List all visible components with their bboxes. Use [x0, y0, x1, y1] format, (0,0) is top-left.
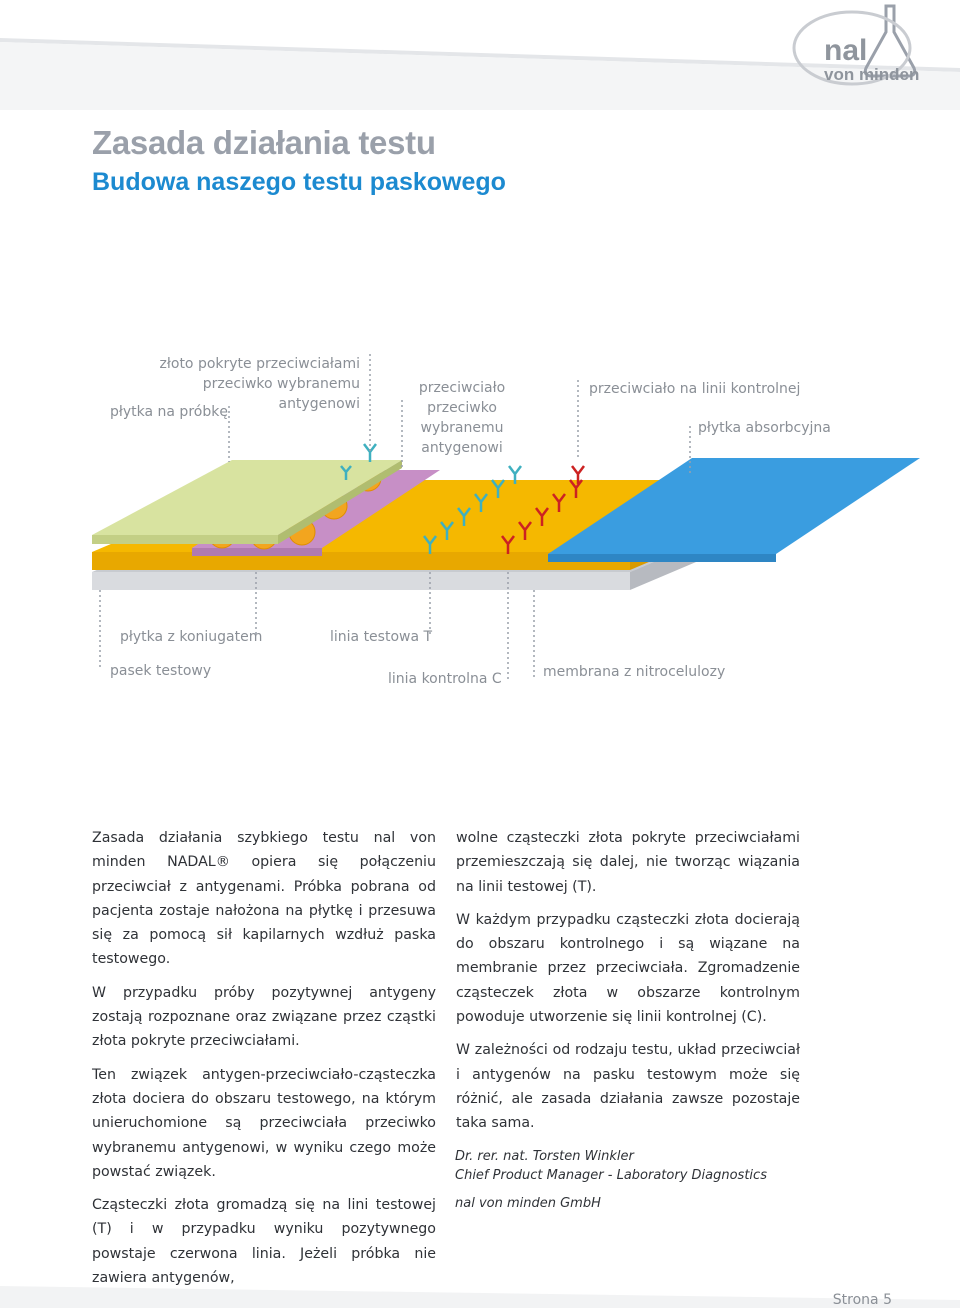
paragraph: Zasada działania szybkiego testu nal von minden NADAL® opiera się połączeniu przeciwciał z antygenami. Próbka pobrana od pacjenta zostaje nałożona na płytkę i przesuwa się za pomocą sił kapilarnych wzdłuż paska testowego.	[92, 830, 436, 968]
paragraph: W każdym przypadku cząsteczki złota docierają do obszaru kontrolnego i są wiązane na membranie przez przeciwciała. Zgromadzenie cząsteczek złota w obszarze kontrolnym powoduje utworzenie się linii kontrolnej (C).	[456, 911, 800, 1026]
label-antibody: przeciwciało przeciwko wybranemu antygenowi	[418, 380, 506, 456]
body-column-right	[456, 826, 800, 1145]
label-test-strip: pasek testowy	[110, 663, 212, 679]
paragraph: W zależności od rodzaju testu, układ przeciwciał i antygenów na pasku testowym może się różnić, ale zasada działania zawsze pozostaje taka sama.	[456, 1042, 800, 1132]
footer-band	[0, 1286, 960, 1308]
nal-von-minden-logo	[790, 2, 940, 86]
label-test-line: linia testowa T	[330, 629, 433, 645]
label-membrane: membrana z nitrocelulozy	[543, 664, 726, 680]
label-sample-pad: płytka na próbkę	[110, 404, 228, 420]
author-name: Dr. rer. nat. Torsten Winkler	[455, 1149, 634, 1164]
label-control-antibody: przeciwciało na linii kontrolnej	[589, 381, 801, 397]
paragraph: Cząsteczki złota gromadzą się na lini testowej (T) i w przypadku wyniku pozytywnego powstaje czerwona linia. Jeżeli próbka nie zawiera antygenów,	[92, 1197, 436, 1287]
author-company: nal von minden GmbH	[455, 1196, 601, 1211]
label-gold-conjugate: złoto pokryte przeciwciałami przeciwko wybranemu antygenowi	[159, 356, 360, 412]
page-title: Zasada działania testu	[92, 124, 436, 161]
page-number: Strona 5	[832, 1292, 892, 1308]
author-block	[455, 1147, 767, 1213]
label-absorbent-pad: płytka absorbcyjna	[698, 420, 831, 436]
paragraph: Ten związek antygen-przeciwciało-cząsteczka złota dociera do obszaru testowego, na którym unieruchomione są przeciwciała przeciwko wybranemu antygenowi, w wyniku czego może powstać związek.	[92, 1066, 436, 1180]
paragraph: wolne cząsteczki złota pokryte przeciwciałami przemieszczają się dalej, nie tworząc wiązania na linii testowej (T).	[456, 830, 800, 895]
page-subtitle: Budowa naszego testu paskowego	[92, 168, 506, 196]
paragraph: W przypadku próby pozytywnej antygeny zostają rozpoznane oraz związane przez cząstki złota pokryte przeciwciałami.	[92, 984, 436, 1050]
label-conjugate-pad: płytka z koniugatem	[120, 629, 263, 645]
author-role: Chief Product Manager - Laboratory Diagnostics	[455, 1168, 767, 1183]
label-control-line: linia kontrolna C	[388, 671, 502, 687]
body-column-left	[92, 826, 436, 1299]
logo-nal-text: nal	[824, 34, 868, 67]
logo-von-minden-text: von minden	[824, 65, 920, 84]
